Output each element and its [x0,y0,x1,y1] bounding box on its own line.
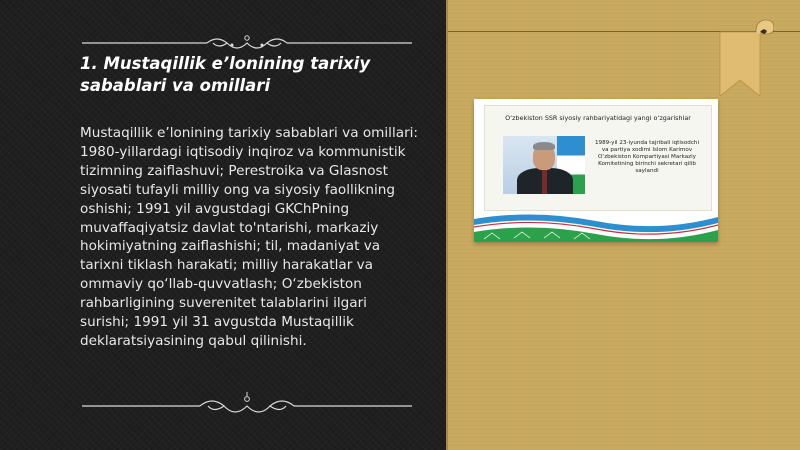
slide-body-text: Mustaqillik e’lonining tarixiy sabablari va omillari: 1980-yillardagi iqtisodiy inqiroz va kommunistik tizimning zaiflashuvi; Perestroika va Glasnost siyosati tufayli milliy ong va siyosiy faollikning oshishi; 1991 yil avgustdagi GKChPning muvaffaqiyatsiz davlat to'ntarishi, markaziy hokimiyatning zaiflashishi; til, madaniyat va tarixni tiklash harakati; milliy harakatlar va ommaviy qo‘llab-quvvatlash; O‘zbekiston rahbarligining suverenitet talablarini ilgari surishi; 1991 yil 31 avgustda Mustaqillik deklaratsiyasining qabul qilinishi. [80,125,419,349]
ornament-bottom-icon [82,392,412,416]
image-card [484,105,712,211]
image-caption: O‘zbekiston SSR siyosiy rahbariyatidagi yangi o‘zgarishlar [505,114,691,122]
wave-decoration-icon [474,211,718,242]
ribbon-decoration-icon [716,18,774,96]
ornament-top-icon [82,33,412,53]
slide-image [474,99,718,242]
portrait-photo [503,136,585,194]
image-info-text: 1989-yil 23-iyunda tajribali iqtisodchi va partiya xodimi Islom Karimov O‘zbekiston Kompartiyasi Markaziy Komitetining birinchi sekretari qilib saylandi [594,140,699,174]
slide-title: 1. Mustaqillik e’lonining tarixiy sabablari va omillari [80,54,371,95]
